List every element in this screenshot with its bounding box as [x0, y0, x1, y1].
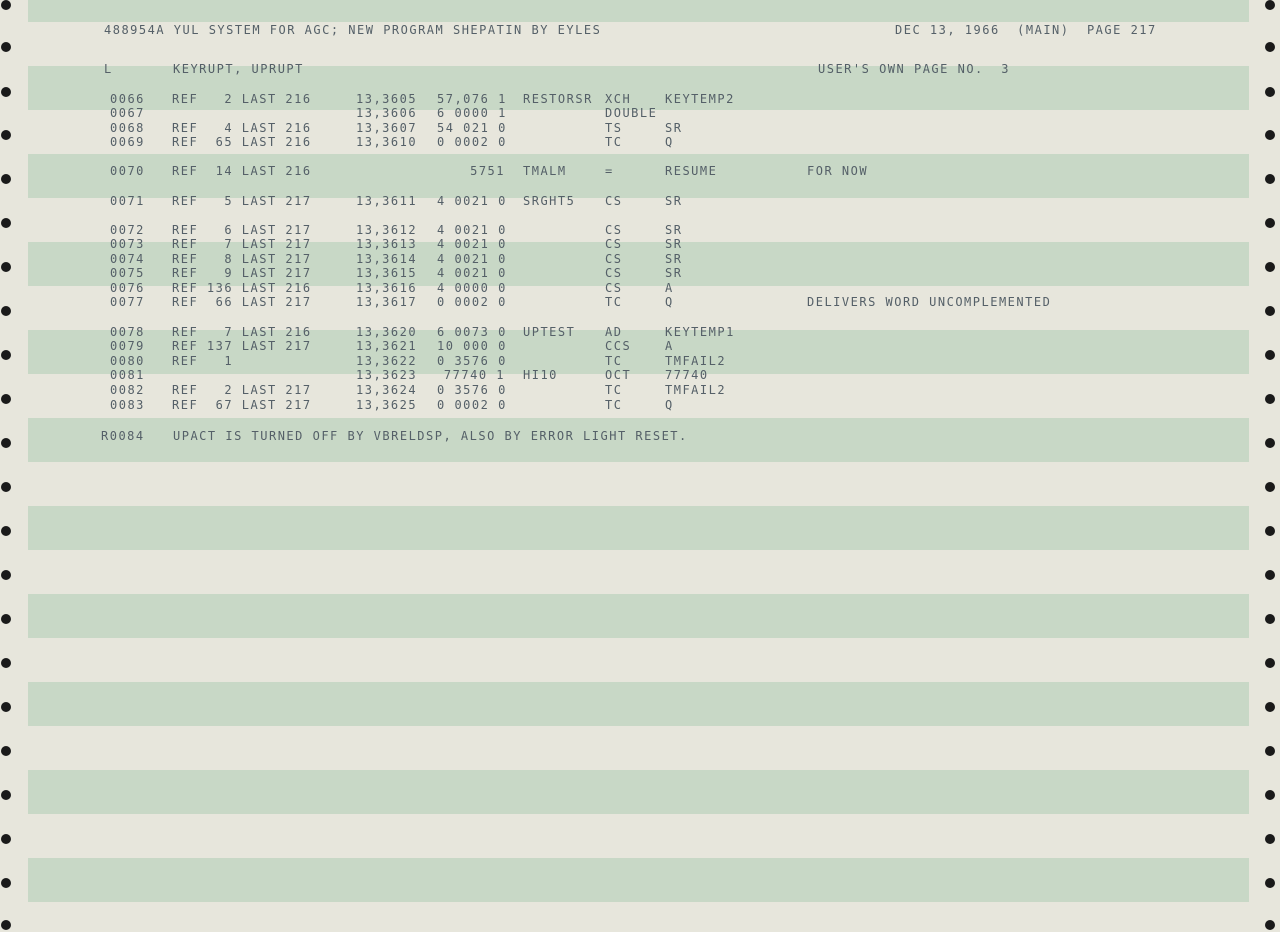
operand: SR [665, 194, 683, 208]
line-number: 0081 [110, 368, 145, 382]
octal-word: 0 3576 0 [437, 354, 507, 368]
operand: SR [665, 223, 683, 237]
feed-hole [1, 174, 11, 184]
address: 13,3605 [356, 92, 418, 106]
reference: REF 4 LAST 216 [172, 121, 312, 135]
line-number: 0078 [110, 325, 145, 339]
address: 13,3620 [356, 325, 418, 339]
feed-hole [1, 262, 11, 272]
address: 13,3612 [356, 223, 418, 237]
comment: DELIVERS WORD UNCOMPLEMENTED [807, 295, 1052, 309]
feed-hole [1265, 394, 1275, 404]
reference: REF 1 [172, 354, 234, 368]
line-number: 0079 [110, 339, 145, 353]
feed-hole [1, 746, 11, 756]
operand: Q [665, 295, 674, 309]
feed-hole [1265, 658, 1275, 668]
octal-word: 54 021 0 [437, 121, 507, 135]
green-bar [28, 858, 1249, 902]
feed-hole [1, 526, 11, 536]
octal-word: 4 0021 0 [437, 194, 507, 208]
label: UPTEST [523, 325, 576, 339]
address: 13,3625 [356, 398, 418, 412]
reference: REF 66 LAST 217 [172, 295, 312, 309]
line-number: 0073 [110, 237, 145, 251]
green-bar [28, 506, 1249, 550]
feed-hole [1, 920, 11, 930]
green-bar [28, 0, 1249, 22]
remark-number: R0084 [101, 429, 145, 443]
line-number: 0072 [110, 223, 145, 237]
octal-word: 4 0021 0 [437, 223, 507, 237]
address: 13,3617 [356, 295, 418, 309]
address: 13,3615 [356, 266, 418, 280]
address: 13,3624 [356, 383, 418, 397]
operand: KEYTEMP1 [665, 325, 735, 339]
address: 13,3606 [356, 106, 418, 120]
feed-hole [1265, 174, 1275, 184]
reference: REF 5 LAST 217 [172, 194, 312, 208]
line-number: 0077 [110, 295, 145, 309]
opcode: = [605, 164, 614, 178]
operand: TMFAIL2 [665, 354, 727, 368]
opcode: CS [605, 223, 623, 237]
octal-word: 4 0021 0 [437, 266, 507, 280]
line-number: 0066 [110, 92, 145, 106]
operand: RESUME [665, 164, 718, 178]
label: HI10 [523, 368, 558, 382]
feed-hole [1265, 482, 1275, 492]
green-bar [28, 682, 1249, 726]
feed-hole [1265, 614, 1275, 624]
opcode: TC [605, 135, 623, 149]
opcode: TC [605, 295, 623, 309]
octal-word: 4 0021 0 [437, 237, 507, 251]
operand: SR [665, 121, 683, 135]
address: 13,3611 [356, 194, 418, 208]
reference: REF 8 LAST 217 [172, 252, 312, 266]
feed-hole [1, 570, 11, 580]
feed-hole [1265, 746, 1275, 756]
opcode: TC [605, 354, 623, 368]
reference: REF 2 LAST 216 [172, 92, 312, 106]
operand: KEYTEMP2 [665, 92, 735, 106]
reference: REF 67 LAST 217 [172, 398, 312, 412]
reference: REF 7 LAST 217 [172, 237, 312, 251]
remark-text: UPACT IS TURNED OFF BY VBRELDSP, ALSO BY ERROR LIGHT RESET. [173, 429, 688, 443]
feed-hole [1, 218, 11, 228]
octal-word: 77740 1 [443, 368, 505, 382]
octal-word: 0 0002 0 [437, 398, 507, 412]
comment: FOR NOW [807, 164, 869, 178]
feed-hole [1, 878, 11, 888]
opcode: XCH [605, 92, 632, 106]
opcode: CS [605, 194, 623, 208]
feed-hole [1, 834, 11, 844]
feed-hole [1265, 130, 1275, 140]
feed-hole [1265, 87, 1275, 97]
octal-word: 0 3576 0 [437, 383, 507, 397]
feed-hole [1, 790, 11, 800]
operand: SR [665, 252, 683, 266]
address: 13,3621 [356, 339, 418, 353]
feed-hole [1, 0, 11, 10]
feed-hole [1265, 438, 1275, 448]
feed-hole [1, 482, 11, 492]
address: 13,3623 [356, 368, 418, 382]
feed-hole [1265, 218, 1275, 228]
feed-hole [1265, 790, 1275, 800]
feed-hole [1265, 526, 1275, 536]
log-type: L [104, 62, 113, 76]
feed-hole [1265, 306, 1275, 316]
feed-hole [1, 702, 11, 712]
address: 13,3610 [356, 135, 418, 149]
octal-word: 6 0073 0 [437, 325, 507, 339]
feed-hole [1, 87, 11, 97]
operand: TMFAIL2 [665, 383, 727, 397]
label: RESTORSR [523, 92, 593, 106]
opcode: TC [605, 398, 623, 412]
reference: REF 65 LAST 216 [172, 135, 312, 149]
feed-hole [1265, 42, 1275, 52]
operand: SR [665, 266, 683, 280]
feed-hole [1, 394, 11, 404]
opcode: CCS [605, 339, 632, 353]
reference: REF 136 LAST 216 [172, 281, 312, 295]
operand: Q [665, 135, 674, 149]
line-number: 0068 [110, 121, 145, 135]
feed-hole [1265, 262, 1275, 272]
operand: SR [665, 237, 683, 251]
feed-hole [1265, 878, 1275, 888]
operand: A [665, 339, 674, 353]
line-number: 0080 [110, 354, 145, 368]
feed-hole [1265, 702, 1275, 712]
octal-word: 4 0021 0 [437, 252, 507, 266]
green-bar [28, 770, 1249, 814]
reference: REF 137 LAST 217 [172, 339, 312, 353]
reference: REF 9 LAST 217 [172, 266, 312, 280]
feed-hole [1, 614, 11, 624]
address: 13,3607 [356, 121, 418, 135]
opcode: DOUBLE [605, 106, 658, 120]
reference: REF 2 LAST 217 [172, 383, 312, 397]
feed-hole [1265, 570, 1275, 580]
feed-hole [1265, 0, 1275, 10]
octal-word: 4 0000 0 [437, 281, 507, 295]
address: 13,3613 [356, 237, 418, 251]
feed-hole [1265, 920, 1275, 930]
octal-word: 57,076 1 [437, 92, 507, 106]
opcode: CS [605, 237, 623, 251]
feed-hole [1, 306, 11, 316]
green-bar [28, 594, 1249, 638]
line-number: 0075 [110, 266, 145, 280]
feed-hole [1265, 834, 1275, 844]
line-number: 0082 [110, 383, 145, 397]
header-date-page: DEC 13, 1966 (MAIN) PAGE 217 [895, 23, 1157, 37]
opcode: CS [605, 281, 623, 295]
feed-hole [1, 130, 11, 140]
feed-hole [1, 438, 11, 448]
line-number: 0069 [110, 135, 145, 149]
feed-hole [1, 350, 11, 360]
line-number: 0071 [110, 194, 145, 208]
opcode: AD [605, 325, 623, 339]
feed-hole [1265, 350, 1275, 360]
reference: REF 6 LAST 217 [172, 223, 312, 237]
label: SRGHT5 [523, 194, 576, 208]
address: 13,3616 [356, 281, 418, 295]
octal-word: 6 0000 1 [437, 106, 507, 120]
operand: 77740 [665, 368, 709, 382]
opcode: CS [605, 252, 623, 266]
address: 13,3614 [356, 252, 418, 266]
line-number: 0067 [110, 106, 145, 120]
octal-word: 5751 [470, 164, 505, 178]
label: TMALM [523, 164, 567, 178]
reference: REF 7 LAST 216 [172, 325, 312, 339]
address: 13,3622 [356, 354, 418, 368]
octal-word: 0 0002 0 [437, 135, 507, 149]
reference: REF 14 LAST 216 [172, 164, 312, 178]
opcode: TS [605, 121, 623, 135]
feed-hole [1, 42, 11, 52]
line-number: 0074 [110, 252, 145, 266]
line-number: 0070 [110, 164, 145, 178]
line-number: 0076 [110, 281, 145, 295]
header-title: 488954A YUL SYSTEM FOR AGC; NEW PROGRAM SHEPATIN BY EYLES [104, 23, 602, 37]
user-page-number: USER'S OWN PAGE NO. 3 [818, 62, 1010, 76]
octal-word: 10 000 0 [437, 339, 507, 353]
opcode: TC [605, 383, 623, 397]
line-number: 0083 [110, 398, 145, 412]
opcode: CS [605, 266, 623, 280]
feed-hole [1, 658, 11, 668]
log-name: KEYRUPT, UPRUPT [173, 62, 304, 76]
operand: Q [665, 398, 674, 412]
operand: A [665, 281, 674, 295]
opcode: OCT [605, 368, 632, 382]
octal-word: 0 0002 0 [437, 295, 507, 309]
